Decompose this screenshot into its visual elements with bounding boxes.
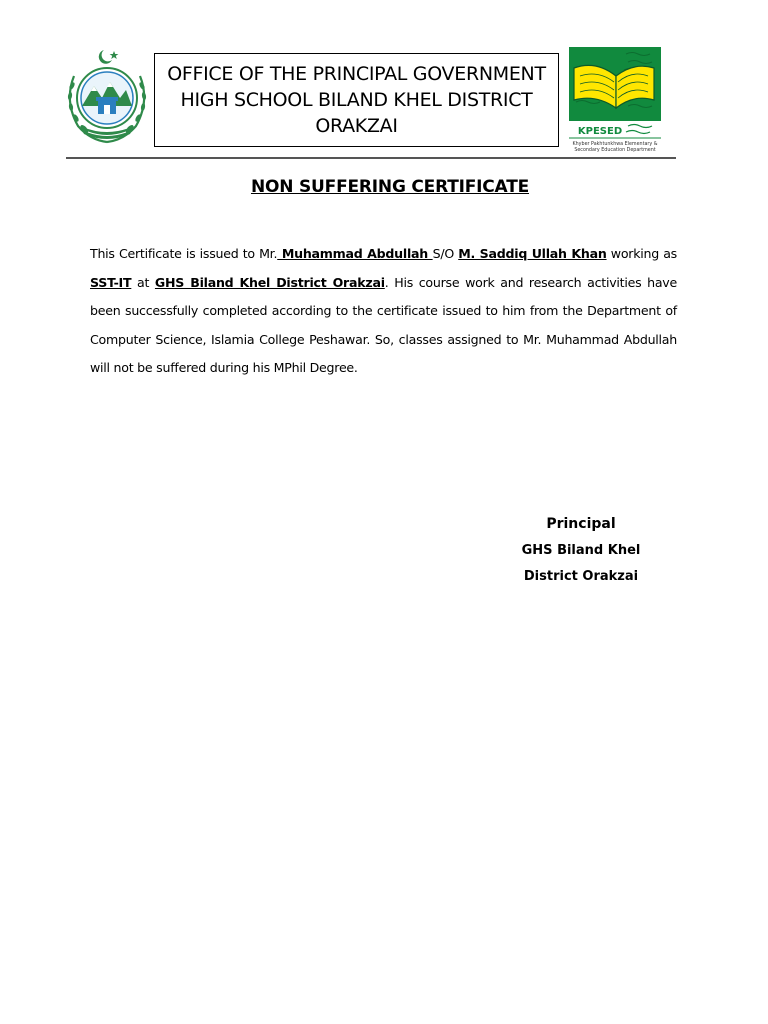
kpesed-book-logo-icon xyxy=(566,46,664,154)
school-name: GHS Biland Khel District Orakzai xyxy=(154,274,385,290)
employee-post: SST-IT xyxy=(90,274,132,290)
office-title-line-1: OFFICE OF THE PRINCIPAL GOVERNMENT xyxy=(167,63,546,85)
signatory-school: GHS Biland Khel xyxy=(521,543,641,558)
office-title-line-3: ORAKZAI xyxy=(315,115,398,137)
header-divider xyxy=(66,157,676,159)
kpesed-subtitle-line-1: Khyber Pakhtunkhwa Elementary & xyxy=(572,142,658,147)
body-text-1: This Certificate is issued to Mr. xyxy=(90,246,278,261)
signatory-district: District Orakzai xyxy=(523,569,639,584)
body-text-3: working as xyxy=(606,246,677,261)
kp-government-emblem-icon xyxy=(60,46,154,146)
father-name: M. Saddiq Ullah Khan xyxy=(458,246,607,261)
office-title-box xyxy=(154,53,559,147)
signatory-title: Principal xyxy=(546,516,616,532)
certificate-title: NON SUFFERING CERTIFICATE xyxy=(250,177,530,197)
body-text-2: S/O xyxy=(432,246,459,261)
kpesed-subtitle-line-2: Secondary Education Department xyxy=(574,148,656,153)
body-text-5: . His course work and research activities have been successfully completed according to the certificate issued to him from the Department of Computer Science, Islamia College Peshawar. So, classes assigned to Mr. Muhammad Abdullah will not be suffered during his MPhil Degree. xyxy=(90,274,678,375)
certificate-body xyxy=(90,240,677,383)
kpesed-wordmark: KPESED xyxy=(577,126,623,137)
office-title-line-2: HIGH SCHOOL BILAND KHEL DISTRICT xyxy=(180,89,533,111)
body-text-4: at xyxy=(131,274,155,290)
employee-name: Muhammad Abdullah xyxy=(277,246,433,261)
